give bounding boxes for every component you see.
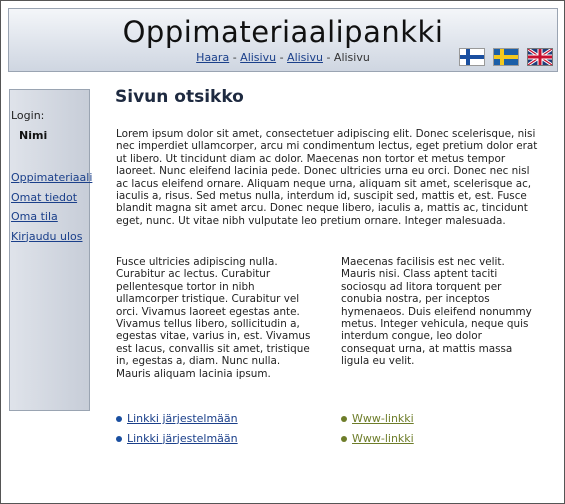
breadcrumb-link-haara[interactable]: Haara — [196, 51, 230, 64]
breadcrumb-current: Alisivu — [333, 51, 370, 64]
finnish-flag-icon[interactable] — [459, 48, 485, 66]
bullet-icon — [116, 416, 122, 422]
breadcrumb-link-alisivu[interactable]: Alisivu — [287, 51, 323, 64]
site-title: Oppimateriaalipankki — [122, 15, 444, 49]
sidebar-link-logout[interactable]: Kirjaudu ulos — [11, 229, 83, 243]
swedish-flag-icon[interactable] — [493, 48, 519, 66]
breadcrumb-link-alisivu[interactable]: Alisivu — [240, 51, 277, 64]
breadcrumb-separator: - — [276, 51, 288, 64]
list-item — [341, 429, 414, 449]
breadcrumb-separator: - — [322, 51, 334, 64]
site-header — [8, 8, 558, 72]
intro-paragraph: Lorem ipsum dolor sit amet, consectetuer adipiscing elit. Donec scelerisque, nisi nec imperdiet ullamcorper, arcu mi condimentum lectus, eget pretium dolor erat ut libero. Ut tincidunt diam ac dolor. Maecenas non tortor et metus tempor laoreet. Nunc eleifend lacinia pede. Donec ultricies urna eu orci. Donec nec nisl ac lacus eleifend ornare. Aliquam neque urna, aliquam sit amet, scelerisque ac, iaculis a, risus. Sed metus nulla, interdum id, suscipit sed, mattis et, est. Fusce blandit magna sit amet arcu. Donec neque libero, iaculis a, mattis ac, tincidunt eget, nunc. Ut vitae nibh vulputate leo pretium ornare. Integer malesuada. — [116, 128, 538, 227]
system-link[interactable]: Linkki järjestelmään — [127, 412, 238, 425]
language-selector — [459, 48, 553, 66]
sidebar-link-omat-tiedot[interactable]: Omat tiedot — [11, 190, 78, 204]
user-name: Nimi — [19, 129, 48, 142]
web-links-list — [341, 409, 414, 448]
web-link[interactable]: Www-linkki — [352, 431, 414, 445]
sidebar-link-oppimateriaali[interactable]: Oppimateriaali — [11, 171, 93, 184]
login-label: Login: — [11, 109, 45, 122]
web-link[interactable]: Www-linkki — [352, 412, 414, 425]
bullet-icon — [341, 416, 347, 422]
right-column-text: Maecenas facilisis est nec velit. Mauris nisi. Class aptent taciti sociosqu ad litora torquent per conubia nostra, per inceptos hymenaeos. Duis eleifend nonummy metus. Integer vehicula, neque quis interdum congue, leo dolor consequat urna, at mattis massa ligula eu velit. — [341, 256, 532, 368]
page-title: Sivun otsikko — [115, 87, 244, 107]
sidebar-nav — [11, 168, 92, 246]
list-item — [116, 409, 238, 429]
left-column-text: Fusce ultricies adipiscing nulla. Curabitur ac lectus. Curabitur pellentesque tortor in nibh ullamcorper tristique. Curabitur vel orci. Vivamus laoreet egestas ante. Vivamus tellus libero, sollicitudin a, egestas vitae, varius in, est. Vivamus est lacus, convallis sit amet, tristique in, egestas a, diam. Nunc nulla. Mauris aliquam lacinia ipsum. — [116, 256, 311, 380]
bullet-icon — [116, 436, 122, 442]
sidebar — [9, 89, 93, 411]
breadcrumb-separator: - — [229, 51, 241, 64]
list-item — [116, 429, 238, 449]
system-links-list — [116, 409, 238, 448]
uk-flag-icon[interactable] — [527, 48, 553, 66]
list-item — [341, 409, 414, 429]
system-link[interactable]: Linkki järjestelmään — [127, 431, 238, 445]
bullet-icon — [341, 436, 347, 442]
sidebar-link-oma-tila[interactable]: Oma tila — [11, 210, 58, 223]
